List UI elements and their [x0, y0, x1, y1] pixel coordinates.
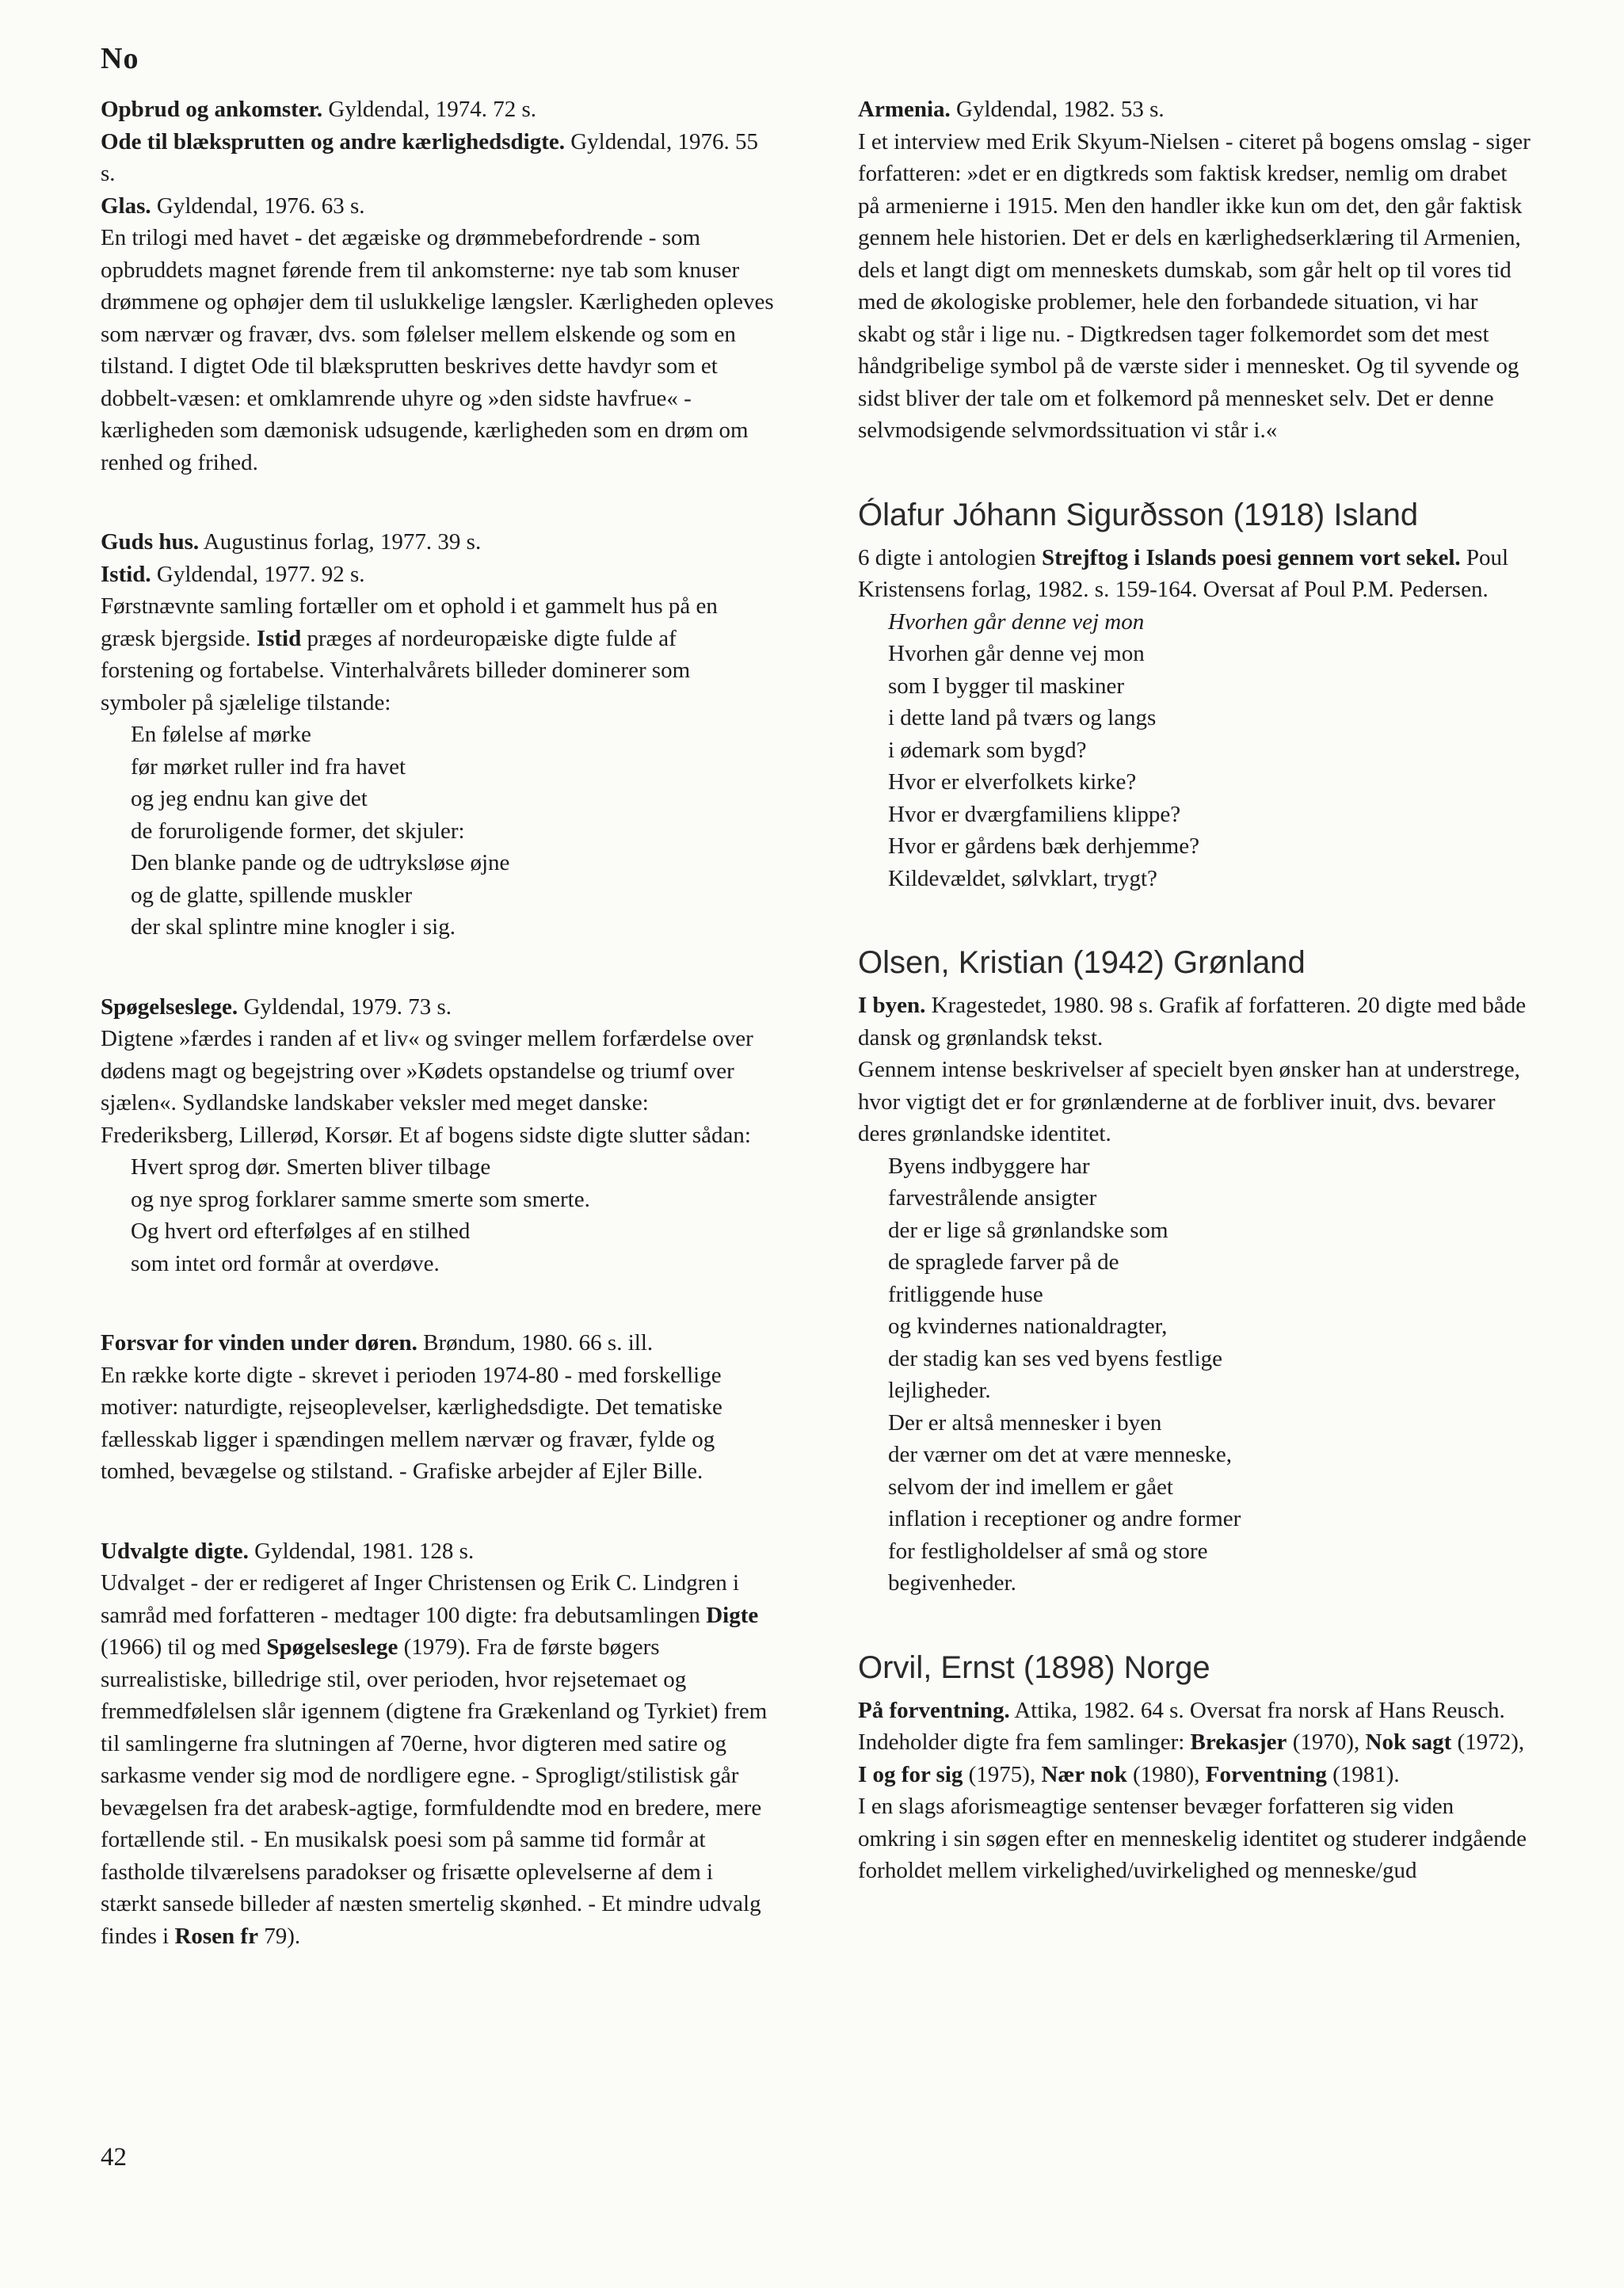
- poem-line: fritliggende huse: [888, 1281, 1043, 1307]
- bibliographic-line: Spøgelseslege. Gyldendal, 1979. 73 s.: [101, 993, 452, 1020]
- bibliographic-line: Udvalgte digte. Gyldendal, 1981. 128 s.: [101, 1538, 475, 1564]
- entry-description: En række korte digte - skrevet i perioden 1974-80 - med forskellige motiver: naturdigte, rejseoplevelser, kærlighedsdigte. Det tematiske fællesskab ligger i spændingen mellem nærvær og fravær, fylde og tomhed, bevægelse og stilstand. - Grafiske arbejder af Ejler Bille.: [101, 1362, 722, 1484]
- entry-opbrud: [101, 93, 774, 479]
- poem-line: de foruroligende former, det skjuler:: [131, 818, 465, 844]
- bibliographic-line: Opbrud og ankomster. Gyldendal, 1974. 72 s.: [101, 97, 536, 122]
- entry-spogelseslege: [101, 991, 774, 1280]
- poem-line: der er lige så grønlandske som: [888, 1217, 1168, 1243]
- poem-line: de spraglede farver på de: [888, 1249, 1119, 1275]
- poem-line: Hvor er gårdens bæk derhjemme?: [888, 833, 1199, 859]
- poem-line: og de glatte, spillende muskler: [131, 882, 413, 908]
- entry-description: I en slags aforismeagtige sentenser bevæger forfatteren sig viden omkring i sin søgen efter en menneskelig identitet og studerer indgående forholdet mellem virkelighed/uvirkelighed og menneske/gud: [858, 1794, 1527, 1883]
- bibliographic-line: Ode til blæksprutten og andre kærlighedsdigte. Gyldendal, 1976. 55 s.: [101, 128, 759, 186]
- entry-description: Førstnævnte samling fortæller om et ophold i et gammelt hus på en græsk bjergside. Istid præges af nordeuropæiske digte fulde af forstening og fortabelse. Vinterhalvårets billeder dominerer som symboler på sjælelige tilstande:: [101, 593, 718, 715]
- poem-line: Og hvert ord efterfølges af en stilhed: [131, 1218, 471, 1244]
- poem-line: Byens indbyggere har: [888, 1153, 1090, 1179]
- poem-line: Kildevældet, sølvklart, trygt?: [888, 865, 1157, 891]
- poem-line: farvestrålende ansigter: [888, 1185, 1097, 1211]
- left-column: [101, 93, 774, 1952]
- entry-description: 6 digte i antologien Strejftog i Islands poesi gennem vort sekel. Poul Kristensens forlag, 1982. s. 159-164. Oversat af Poul P.M. Pedersen.: [858, 544, 1509, 602]
- bibliographic-line: I byen. Kragestedet, 1980. 98 s. Grafik af forfatteren. 20 digte med både dansk og grønlandsk tekst.: [858, 993, 1527, 1051]
- author-heading: Olsen, Kristian (1942) Grønland: [858, 945, 1306, 980]
- poem-title: Hvorhen går denne vej mon: [888, 608, 1145, 635]
- entry-guds-hus: [101, 526, 774, 944]
- poem-line: En følelse af mørke: [131, 722, 311, 747]
- entry-description: Gennem intense beskrivelser af specielt byen ønsker han at understrege, hvor vigtigt det er for grønlænderne at de forbliver inuit, dvs. bevarer deres grønlandske identitet.: [858, 1057, 1520, 1146]
- poem-line: og jeg endnu kan give det: [131, 786, 368, 811]
- poem-line: og nye sprog forklarer samme smerte som smerte.: [131, 1186, 590, 1212]
- poem-line: som intet ord formår at overdøve.: [131, 1250, 440, 1276]
- poem-line: for festligholdelser af små og store: [888, 1538, 1208, 1564]
- poem-line: der værner om det at være menneske,: [888, 1442, 1233, 1467]
- entry-forsvar: [101, 1327, 774, 1488]
- poem-line: Den blanke pande og de udtryksløse øjne: [131, 850, 510, 875]
- poem-quote: [101, 1151, 774, 1279]
- poem-line: Hvorhen går denne vej mon: [888, 641, 1145, 666]
- poem-line: før mørket ruller ind fra havet: [131, 753, 406, 780]
- entry-udvalgte-digte: [101, 1535, 774, 1953]
- poem-line: begivenheder.: [888, 1570, 1016, 1596]
- entry-description: Udvalget - der er redigeret af Inger Christensen og Erik C. Lindgren i samråd med forfatteren - medtager 100 digte: fra debutsamlingen Digte (1966) til og med Spøgelseslege (1979). Fra de første bøgers surrealistiske, billedrige stil, over perioden, hvor rejsetemaet og fremmedfølelsen slår igennem (digtene fra Grækenland og Tyrkiet) frem til samlingerne fra slutningen af 70erne, hvor digteren med satire og sarkasme vender sig mod de nordligere egne. - Sprogligt/stilistisk går bevægelsen fra det arabesk-agtige, formfuldendte mod en bredere, mere fortællende stil. - En musikalsk poesi som på samme tid formår at fastholde tilværelsens paradokser og frisætte oplevelserne af dem i stærkt sansede billeder af næsten smertelig skønhed. - Et mindre udvalg findes i Rosen fr 79).: [101, 1570, 768, 1949]
- entry-olsen: [858, 942, 1531, 1600]
- entry-armenia: [858, 93, 1531, 447]
- bibliographic-line: Guds hus. Augustinus forlag, 1977. 39 s.: [101, 529, 482, 555]
- poem-quote: [101, 719, 774, 944]
- bibliographic-line: Forsvar for vinden under døren. Brøndum, 1980. 66 s. ill.: [101, 1330, 654, 1356]
- poem-line: inflation i receptioner og andre former: [888, 1506, 1241, 1531]
- bibliographic-line: På forventning. Attika, 1982. 64 s. Oversat fra norsk af Hans Reusch. Indeholder digte fra fem samlinger: Brekasjer (1970), Nok sagt (1972), I og for sig (1975), Nær nok (1980), Forventning (1981).: [858, 1697, 1525, 1787]
- poem-line: selvom der ind imellem er gået: [888, 1474, 1173, 1500]
- page-number: 42: [101, 2143, 127, 2172]
- author-heading: Orvil, Ernst (1898) Norge: [858, 1649, 1210, 1685]
- author-heading: Ólafur Jóhann Sigurðsson (1918) Island: [858, 497, 1419, 532]
- poem-line: Hvert sprog dør. Smerten bliver tilbage: [131, 1154, 491, 1180]
- poem-line: lejligheder.: [888, 1378, 991, 1403]
- poem-line: der skal splintre mine knogler i sig.: [131, 914, 456, 940]
- right-column: [858, 93, 1531, 1887]
- poem-quote: [858, 1150, 1531, 1600]
- entry-orvil: [858, 1647, 1531, 1887]
- running-head: No: [101, 42, 139, 75]
- poem-line: der stadig kan ses ved byens festlige: [888, 1345, 1223, 1371]
- bibliographic-line: Armenia. Gyldendal, 1982. 53 s.: [858, 97, 1165, 122]
- entry-description: Digtene »færdes i randen af et liv« og svinger mellem forfærdelse over dødens magt og begejstring over »Kødets opstandelse og triumf over sjælen«. Sydlandske landskaber veksler med meget danske: Frederiksberg, Lillerød, Korsør. Et af bogens sidste digte slutter sådan:: [101, 1026, 753, 1148]
- poem-line: Der er altså mennesker i byen: [888, 1409, 1162, 1436]
- entry-description: En trilogi med havet - det ægæiske og drømmebefordrende - som opbruddets magnet førende frem til ankomsterne: nye tab som knuser drømmene og ophøjer dem til uslukkelige længsler. Kærligheden opleves som nærvær og fravær, dvs. som følelser mellem elskende og som en tilstand. I digtet Ode til blæksprutten beskrives dette havdyr som et dobbelt-væsen: et omklamrende uhyre og »den sidste havfrue« - kærligheden som dæmonisk udsugende, kærligheden som en drøm om renhed og frihed.: [101, 225, 774, 475]
- entry-description: I et interview med Erik Skyum-Nielsen - citeret på bogens omslag - siger forfatteren: »det er en digtkreds som faktisk kredser, nemlig om drabet på armenierne i 1915. Men den handler ikke kun om det, den går faktisk gennem hele historien. Det er dels en kærlighedserklæring til Armenien, dels et langt digt om menneskets dumskab, som går helt op til vores tid med de økologiske problemer, hele den forbandede situation, vi har skabt og står i lige nu. - Digtkredsen tager folkemordet som det mest håndgribelige symbol på de værste sider i mennesket. Og til syvende og sidst bliver der tale om et folkemord på mennesket selv. Det er denne selvmodsigende selvmordssituation vi står i.«: [858, 128, 1531, 443]
- poem-quote: [858, 606, 1531, 895]
- poem-line: som I bygger til maskiner: [888, 673, 1125, 699]
- bibliographic-line: Glas. Gyldendal, 1976. 63 s.: [101, 193, 365, 219]
- poem-line: i dette land på tværs og langs: [888, 705, 1157, 730]
- poem-line: i ødemark som bygd?: [888, 737, 1087, 763]
- poem-line: Hvor er dværgfamiliens klippe?: [888, 801, 1181, 827]
- poem-line: og kvindernes nationaldragter,: [888, 1314, 1168, 1339]
- poem-line: Hvor er elverfolkets kirke?: [888, 769, 1137, 795]
- bibliographic-line: Istid. Gyldendal, 1977. 92 s.: [101, 561, 365, 587]
- entry-sigurdsson: [858, 494, 1531, 895]
